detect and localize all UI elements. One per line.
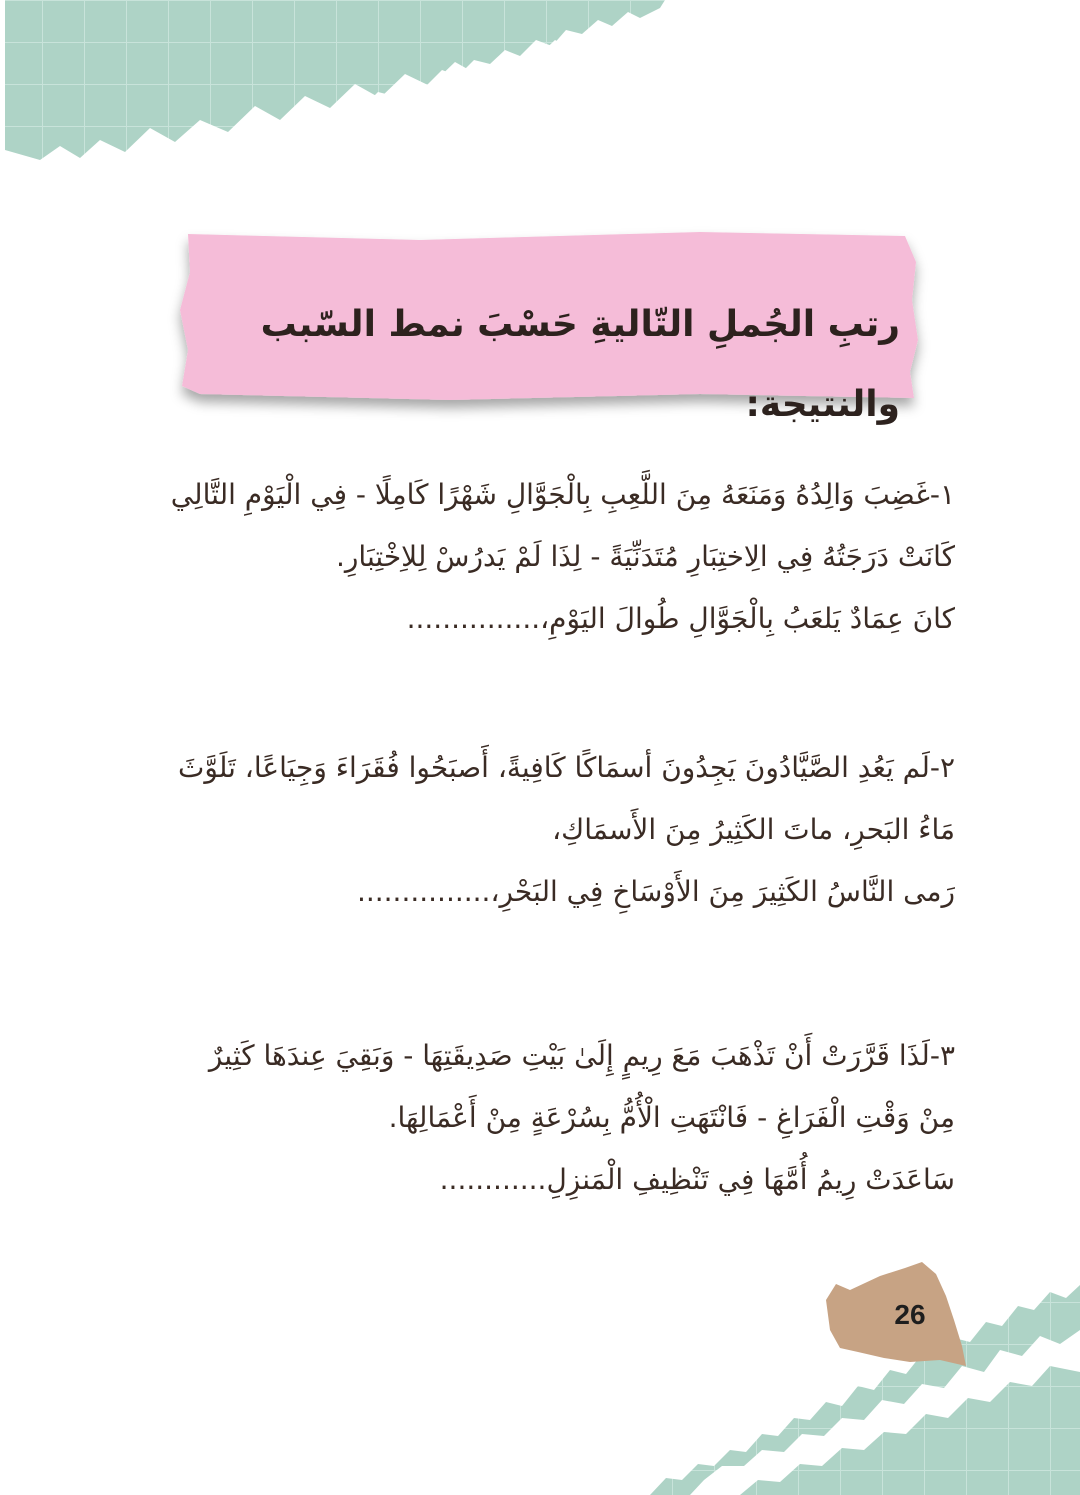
exercise-line: ١-غَضِبَ وَالِدُهُ وَمَنَعَهُ مِنَ اللَّعِبِ بِالْجَوَّالِ شَهْرًا كَامِلًا - فِي الْيَوْمِ التَّالِي xyxy=(170,478,955,511)
exercise-3 xyxy=(110,1025,955,1211)
exercise-1 xyxy=(110,464,955,650)
exercise-line: ٢-لَم يَعُدِ الصَّيَّادُونَ يَجِدُونَ أسمَاكًا كَافِيةً، أَصبَحُوا فُقَرَاءَ وَجِيَاعًا، تَلَوَّثَ xyxy=(178,751,955,784)
exercise-answer-line: رَمى النَّاسُ الكَثِيرَ مِنَ الأَوْسَاخِ فِي البَحْرِ،............... xyxy=(356,875,955,908)
exercise-2 xyxy=(110,737,955,923)
page-number: 26 xyxy=(894,1299,926,1330)
exercise-line: مَاءُ البَحرِ، ماتَ الكَثِيرُ مِنَ الأَسمَاكِ، xyxy=(552,813,955,846)
exercise-answer-line: كانَ عِمَادٌ يَلعَبُ بِالْجَوَّالِ طُوالَ اليَوْمِ،............... xyxy=(406,602,955,635)
exercise-line: مِنْ وَقْتِ الْفَرَاغِ - فَانْتَهَتِ الْأُمُّ بِسُرْعَةٍ مِنْ أَعْمَالِهَا. xyxy=(388,1101,955,1134)
exercise-line: كَانَتْ دَرَجَتُهُ فِي الِاختِبَارِ مُتَدَنِّيَةً - لِذَا لَمْ يَدرُسْ لِلاِخْتِبَارِ. xyxy=(335,540,955,573)
exercise-answer-line: سَاعَدَتْ رِيمُ أُمَّهَا فِي تَنْظِيفِ الْمَنزِلِ............ xyxy=(439,1163,955,1196)
exercise-line: ٣-لَذَا قَرَّرَتْ أَنْ تَذْهَبَ مَعَ رِيمٍ إِلَىٰ بَيْتِ صَدِيقَتِهَا - وَبَقِيَ عِندَهَا كَثِيرٌ xyxy=(208,1039,955,1072)
page-title: رتبِ الجُملِ التّاليةِ حَسْبَ نمط السّبب والنتيجة: xyxy=(260,304,900,425)
